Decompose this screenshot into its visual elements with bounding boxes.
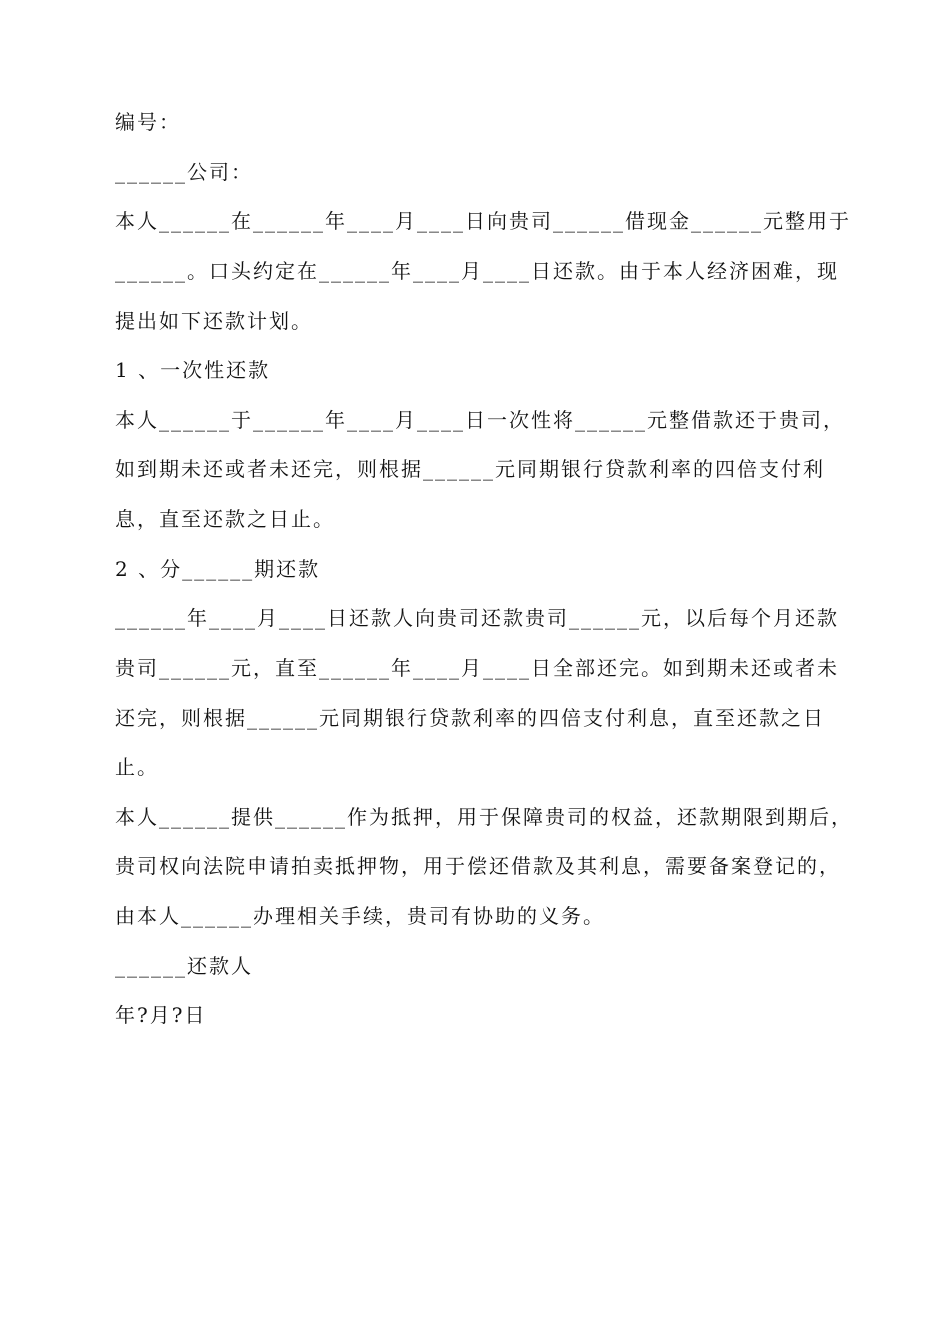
collateral-line: 本人______提供______作为抵押，用于保障贵司的权益，还款期限到期后， (115, 805, 853, 829)
option2-body-line: 还完，则根据______元同期银行贷款利率的四倍支付利息，直至还款之日 (115, 706, 825, 730)
option1-body-line: 本人______于______年____月____日一次性将______元整借款还于贵司， (115, 408, 845, 432)
addressee-line: ______公司： (115, 160, 253, 184)
option2-body-line: ______年____月____日还款人向贵司还款贵司______元，以后每个月还款 (115, 606, 839, 630)
option1-body-line: 如到期未还或者未还完，则根据______元同期银行贷款利率的四倍支付利 (115, 457, 825, 481)
option2-body-line: 止。 (115, 755, 159, 779)
paragraph1-line: 提出如下还款计划。 (115, 309, 313, 333)
option2-body-line: 贵司______元，直至______年____月____日全部还完。如到期未还或者未 (115, 656, 839, 680)
option2-heading: 2 、分______期还款 (115, 557, 321, 581)
paragraph1-line: 本人______在______年____月____日向贵司______借现金______元整用于 (115, 209, 851, 233)
document-number-label: 编号： (115, 110, 181, 134)
date-line: 年?月?日 (115, 1003, 207, 1027)
option1-body-line: 息，直至还款之日止。 (115, 507, 335, 531)
paragraph1-line: ______。口头约定在______年____月____日还款。由于本人经济困难，现 (115, 259, 839, 283)
signature-line: ______还款人 (115, 954, 253, 978)
collateral-line: 由本人______办理相关手续，贵司有协助的义务。 (115, 904, 605, 928)
collateral-line: 贵司权向法院申请拍卖抵押物，用于偿还借款及其利息，需要备案登记的， (115, 854, 841, 878)
option1-heading: 1 、一次性还款 (115, 358, 271, 382)
